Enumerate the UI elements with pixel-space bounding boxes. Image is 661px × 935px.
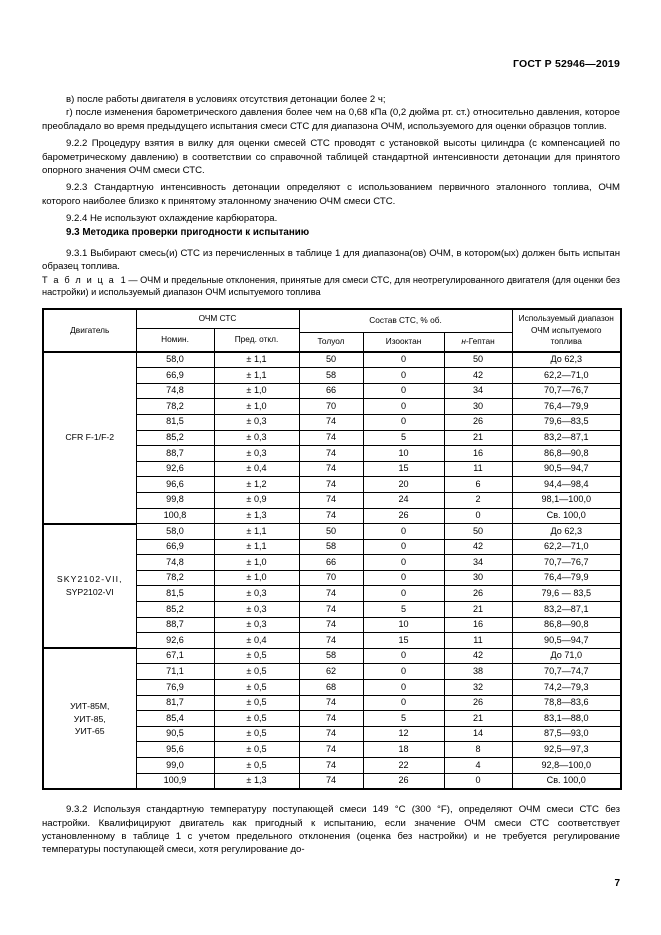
- cell-range: Св. 100,0: [512, 773, 621, 789]
- paragraph-clause-9-2-3: 9.2.3 Стандартную интенсивность детонации определяют с использованием первичного эталонного топлива, ОЧМ которого наиболее близко к принятому эталонному значению ОЧМ смеси СТС.: [42, 182, 620, 207]
- cell-range: 86,8—90,8: [512, 446, 621, 462]
- cell-nominal: 85,2: [136, 602, 214, 618]
- cell-heptane: 26: [444, 695, 512, 711]
- cell-heptane: 0: [444, 508, 512, 524]
- cell-tolerance: ± 0,3: [214, 430, 299, 446]
- cell-toluene: 74: [299, 508, 363, 524]
- cell-nominal: 58,0: [136, 352, 214, 368]
- cell-nominal: 66,9: [136, 368, 214, 384]
- cell-tolerance: ± 0,5: [214, 742, 299, 758]
- cell-tolerance: ± 1,3: [214, 773, 299, 789]
- cell-tolerance: ± 1,1: [214, 524, 299, 540]
- cell-isooctane: 26: [363, 508, 444, 524]
- header-engine: Двигатель: [43, 309, 136, 352]
- cell-nominal: 92,6: [136, 633, 214, 649]
- cell-tolerance: ± 1,0: [214, 570, 299, 586]
- cell-toluene: 74: [299, 446, 363, 462]
- cell-tolerance: ± 1,0: [214, 555, 299, 571]
- table-caption-text: — ОЧМ и предельные отклонения, принятые для смеси СТС, для неотрегулированного двигателя (для оценки без настройки) и используемый диапазон ОЧМ испытуемого топлива: [42, 274, 620, 298]
- cell-tolerance: ± 0,5: [214, 711, 299, 727]
- cell-range: 92,5—97,3: [512, 742, 621, 758]
- header-heptane-name: Гептан: [468, 336, 495, 347]
- cell-isooctane: 0: [363, 664, 444, 680]
- engine-name-line: CFR F-1/F-2: [65, 432, 115, 443]
- cell-nominal: 78,2: [136, 399, 214, 415]
- cell-tolerance: ± 0,3: [214, 414, 299, 430]
- cell-heptane: 26: [444, 414, 512, 430]
- cell-range: 70,7—76,7: [512, 555, 621, 571]
- cell-tolerance: ± 0,3: [214, 602, 299, 618]
- cell-heptane: 30: [444, 399, 512, 415]
- cell-range: 86,8—90,8: [512, 617, 621, 633]
- cell-tolerance: ± 0,3: [214, 446, 299, 462]
- cell-toluene: 58: [299, 539, 363, 555]
- running-head-standard-id: ГОСТ Р 52946—2019: [512, 58, 620, 70]
- cell-heptane: 42: [444, 539, 512, 555]
- cell-range: Св. 100,0: [512, 508, 621, 524]
- cell-toluene: 74: [299, 430, 363, 446]
- cell-isooctane: 0: [363, 586, 444, 602]
- cell-isooctane: 0: [363, 695, 444, 711]
- header-heptane: [444, 333, 512, 352]
- cell-nominal: 100,8: [136, 508, 214, 524]
- engine-name-cell: [43, 352, 136, 524]
- engine-name-line: УИТ-65: [74, 726, 105, 737]
- cell-range: 90,5—94,7: [512, 633, 621, 649]
- cell-toluene: 74: [299, 586, 363, 602]
- cell-toluene: 66: [299, 383, 363, 399]
- cell-tolerance: ± 0,5: [214, 695, 299, 711]
- cell-range: 79,6 — 83,5: [512, 586, 621, 602]
- cell-heptane: 34: [444, 383, 512, 399]
- cell-isooctane: 5: [363, 430, 444, 446]
- cell-heptane: 8: [444, 742, 512, 758]
- cell-isooctane: 0: [363, 414, 444, 430]
- cell-tolerance: ± 1,1: [214, 352, 299, 368]
- cell-range: 94,4—98,4: [512, 477, 621, 493]
- engine-name-line: SYP2102-VI: [65, 586, 114, 597]
- table-caption-number: 1: [120, 274, 126, 285]
- cell-range: 98,1—100,0: [512, 492, 621, 508]
- table-row: [43, 648, 621, 664]
- engine-name-cell: [43, 524, 136, 649]
- header-tolerance: Пред. откл.: [214, 328, 299, 352]
- cell-nominal: 58,0: [136, 524, 214, 540]
- cell-heptane: 16: [444, 617, 512, 633]
- cell-range: 76,4—79,9: [512, 399, 621, 415]
- cell-toluene: 74: [299, 773, 363, 789]
- cell-toluene: 58: [299, 368, 363, 384]
- cell-toluene: 74: [299, 461, 363, 477]
- cell-range: 83,2—87,1: [512, 430, 621, 446]
- cell-nominal: 90,5: [136, 726, 214, 742]
- cell-nominal: 85,4: [136, 711, 214, 727]
- cell-isooctane: 0: [363, 680, 444, 696]
- paragraph-item-g: г) после изменения барометрического давления более чем на 0,68 кПа (0,2 дюйма рт. ст.) относительно давления, которое преобладало во время предыдущего испытания смеси СТС для диапазона ОЧМ, используемого для оценки образцов топлив.: [42, 107, 620, 132]
- cell-toluene: 74: [299, 633, 363, 649]
- cell-heptane: 42: [444, 368, 512, 384]
- cell-isooctane: 15: [363, 633, 444, 649]
- paragraph-clause-9-3-2: 9.3.2 Используя стандартную температуру поступающей смеси 149 °C (300 °F), определяют ОЧМ смеси СТС без настройки. Квалифицируют двигатель как пригодный к испытанию, если значение ОЧМ смеси СТС соответствует установленному в таблице 1 с учетом предельного отклонения (оценка без настройки) и не требуется регулирование температуры поступающей смеси, хотя регулирование до-: [42, 804, 620, 856]
- cell-nominal: 81,7: [136, 695, 214, 711]
- cell-heptane: 50: [444, 352, 512, 368]
- cell-nominal: 81,5: [136, 586, 214, 602]
- cell-tolerance: ± 0,4: [214, 461, 299, 477]
- cell-isooctane: 26: [363, 773, 444, 789]
- paragraph-clause-9-2-4: 9.2.4 Не используют охлаждение карбюратора.: [66, 213, 278, 225]
- cell-isooctane: 0: [363, 648, 444, 664]
- cell-tolerance: ± 0,3: [214, 617, 299, 633]
- cell-isooctane: 0: [363, 399, 444, 415]
- cell-tolerance: ± 0,5: [214, 758, 299, 774]
- cell-isooctane: 12: [363, 726, 444, 742]
- cell-toluene: 66: [299, 555, 363, 571]
- cell-nominal: 96,6: [136, 477, 214, 493]
- cell-isooctane: 22: [363, 758, 444, 774]
- header-nominal: Номин.: [136, 328, 214, 352]
- cell-isooctane: 0: [363, 368, 444, 384]
- header-ochm-sts: ОЧМ СТС: [136, 309, 299, 328]
- cell-range: 70,7—76,7: [512, 383, 621, 399]
- cell-heptane: 11: [444, 633, 512, 649]
- cell-isooctane: 0: [363, 570, 444, 586]
- cell-nominal: 92,6: [136, 461, 214, 477]
- cell-range: 70,7—74,7: [512, 664, 621, 680]
- cell-nominal: 81,5: [136, 414, 214, 430]
- cell-nominal: 88,7: [136, 446, 214, 462]
- cell-nominal: 78,2: [136, 570, 214, 586]
- table-row: [43, 524, 621, 540]
- cell-range: 87,5—93,0: [512, 726, 621, 742]
- cell-tolerance: ± 0,9: [214, 492, 299, 508]
- engine-name-line: УИТ-85М,: [70, 701, 110, 712]
- cell-toluene: 74: [299, 711, 363, 727]
- cell-heptane: 21: [444, 430, 512, 446]
- cell-nominal: 74,8: [136, 555, 214, 571]
- cell-nominal: 100,9: [136, 773, 214, 789]
- cell-toluene: 74: [299, 477, 363, 493]
- cell-heptane: 34: [444, 555, 512, 571]
- cell-range: До 62,3: [512, 352, 621, 368]
- cell-toluene: 58: [299, 648, 363, 664]
- table-caption-label: Т а б л и ц а: [42, 274, 116, 285]
- cell-heptane: 21: [444, 711, 512, 727]
- cell-isooctane: 0: [363, 555, 444, 571]
- cell-heptane: 2: [444, 492, 512, 508]
- cell-tolerance: ± 0,5: [214, 726, 299, 742]
- cell-range: До 62,3: [512, 524, 621, 540]
- cell-range: 79,6—83,5: [512, 414, 621, 430]
- cell-isooctane: 0: [363, 524, 444, 540]
- cell-isooctane: 18: [363, 742, 444, 758]
- cell-range: 78,8—83,6: [512, 695, 621, 711]
- page-content: [42, 58, 620, 889]
- engine-name-cell: [43, 648, 136, 789]
- cell-toluene: 74: [299, 726, 363, 742]
- cell-nominal: 66,9: [136, 539, 214, 555]
- cell-isooctane: 10: [363, 446, 444, 462]
- cell-tolerance: ± 1,1: [214, 539, 299, 555]
- cell-toluene: 70: [299, 399, 363, 415]
- engine-name-line: УИТ-85,: [73, 713, 106, 724]
- cell-heptane: 30: [444, 570, 512, 586]
- cell-tolerance: ± 0,5: [214, 664, 299, 680]
- cell-heptane: 50: [444, 524, 512, 540]
- cell-isooctane: 24: [363, 492, 444, 508]
- header-composition: Состав СТС, % об.: [299, 309, 512, 333]
- cell-toluene: 68: [299, 680, 363, 696]
- cell-tolerance: ± 0,3: [214, 586, 299, 602]
- cell-heptane: 32: [444, 680, 512, 696]
- cell-nominal: 85,2: [136, 430, 214, 446]
- cell-nominal: 67,1: [136, 648, 214, 664]
- cell-heptane: 4: [444, 758, 512, 774]
- cell-toluene: 70: [299, 570, 363, 586]
- page-number: 7: [614, 878, 620, 889]
- cell-tolerance: ± 0,4: [214, 633, 299, 649]
- cell-heptane: 11: [444, 461, 512, 477]
- cell-range: 62,2—71,0: [512, 539, 621, 555]
- cell-toluene: 74: [299, 695, 363, 711]
- table-row: [43, 352, 621, 368]
- cell-tolerance: ± 1,2: [214, 477, 299, 493]
- cell-toluene: 74: [299, 742, 363, 758]
- cell-heptane: 0: [444, 773, 512, 789]
- cell-tolerance: ± 1,1: [214, 368, 299, 384]
- header-heptane-prefix: н-: [461, 336, 469, 347]
- cell-isooctane: 15: [363, 461, 444, 477]
- cell-range: 92,8—100,0: [512, 758, 621, 774]
- cell-nominal: 71,1: [136, 664, 214, 680]
- cell-toluene: 74: [299, 758, 363, 774]
- cell-toluene: 74: [299, 414, 363, 430]
- cell-tolerance: ± 1,0: [214, 399, 299, 415]
- cell-tolerance: ± 0,5: [214, 680, 299, 696]
- table-head: [43, 309, 621, 352]
- cell-nominal: 76,9: [136, 680, 214, 696]
- cell-isooctane: 5: [363, 711, 444, 727]
- header-toluene: Толуол: [299, 333, 363, 352]
- cell-range: 83,2—87,1: [512, 602, 621, 618]
- paragraph-clause-9-2-2: 9.2.2 Процедуру взятия в вилку для оценки смесей СТС проводят с установкой высоты цилиндра (с компенсацией по барометрическому давлению) в соответствии со справочной таблицей стандартной интенсивности детонации для принятого опорного значения ОЧМ смеси СТС.: [42, 138, 620, 177]
- cell-heptane: 16: [444, 446, 512, 462]
- header-isooctane: Изооктан: [363, 333, 444, 352]
- table-caption: [42, 274, 620, 299]
- cell-heptane: 26: [444, 586, 512, 602]
- cell-toluene: 50: [299, 524, 363, 540]
- cell-heptane: 6: [444, 477, 512, 493]
- table-header-row-1: [43, 309, 621, 328]
- cell-toluene: 74: [299, 617, 363, 633]
- cell-isooctane: 0: [363, 352, 444, 368]
- cell-isooctane: 20: [363, 477, 444, 493]
- cell-nominal: 74,8: [136, 383, 214, 399]
- paragraph-item-v: в) после работы двигателя в условиях отсутствия детонации более 2 ч;: [66, 94, 386, 105]
- table-body: [43, 352, 621, 790]
- paragraph-clause-9-3-1: 9.3.1 Выбирают смесь(и) СТС из перечисленных в таблице 1 для диапазона(ов) ОЧМ, в котором(ых) должен быть испытан образец топлива.: [42, 248, 620, 273]
- cell-toluene: 74: [299, 602, 363, 618]
- table-ochm-sts: [42, 308, 622, 790]
- cell-toluene: 50: [299, 352, 363, 368]
- cell-heptane: 21: [444, 602, 512, 618]
- cell-range: 76,4—79,9: [512, 570, 621, 586]
- cell-heptane: 14: [444, 726, 512, 742]
- cell-range: До 71,0: [512, 648, 621, 664]
- cell-nominal: 95,6: [136, 742, 214, 758]
- cell-nominal: 99,0: [136, 758, 214, 774]
- cell-tolerance: ± 0,5: [214, 648, 299, 664]
- cell-heptane: 42: [444, 648, 512, 664]
- cell-range: 62,2—71,0: [512, 368, 621, 384]
- cell-range: 90,5—94,7: [512, 461, 621, 477]
- cell-heptane: 38: [444, 664, 512, 680]
- cell-tolerance: ± 1,3: [214, 508, 299, 524]
- cell-tolerance: ± 1,0: [214, 383, 299, 399]
- cell-nominal: 88,7: [136, 617, 214, 633]
- engine-name-line: SKY2102-VII,: [56, 574, 123, 585]
- cell-isooctane: 10: [363, 617, 444, 633]
- heading-9-3: 9.3 Методика проверки пригодности к испытанию: [66, 226, 310, 238]
- cell-isooctane: 0: [363, 539, 444, 555]
- cell-toluene: 62: [299, 664, 363, 680]
- header-range: Используемый диапазон ОЧМ испытуемого топлива: [512, 309, 621, 352]
- cell-isooctane: 5: [363, 602, 444, 618]
- cell-isooctane: 0: [363, 383, 444, 399]
- cell-range: 83,1—88,0: [512, 711, 621, 727]
- cell-range: 74,2—79,3: [512, 680, 621, 696]
- cell-nominal: 99,8: [136, 492, 214, 508]
- cell-toluene: 74: [299, 492, 363, 508]
